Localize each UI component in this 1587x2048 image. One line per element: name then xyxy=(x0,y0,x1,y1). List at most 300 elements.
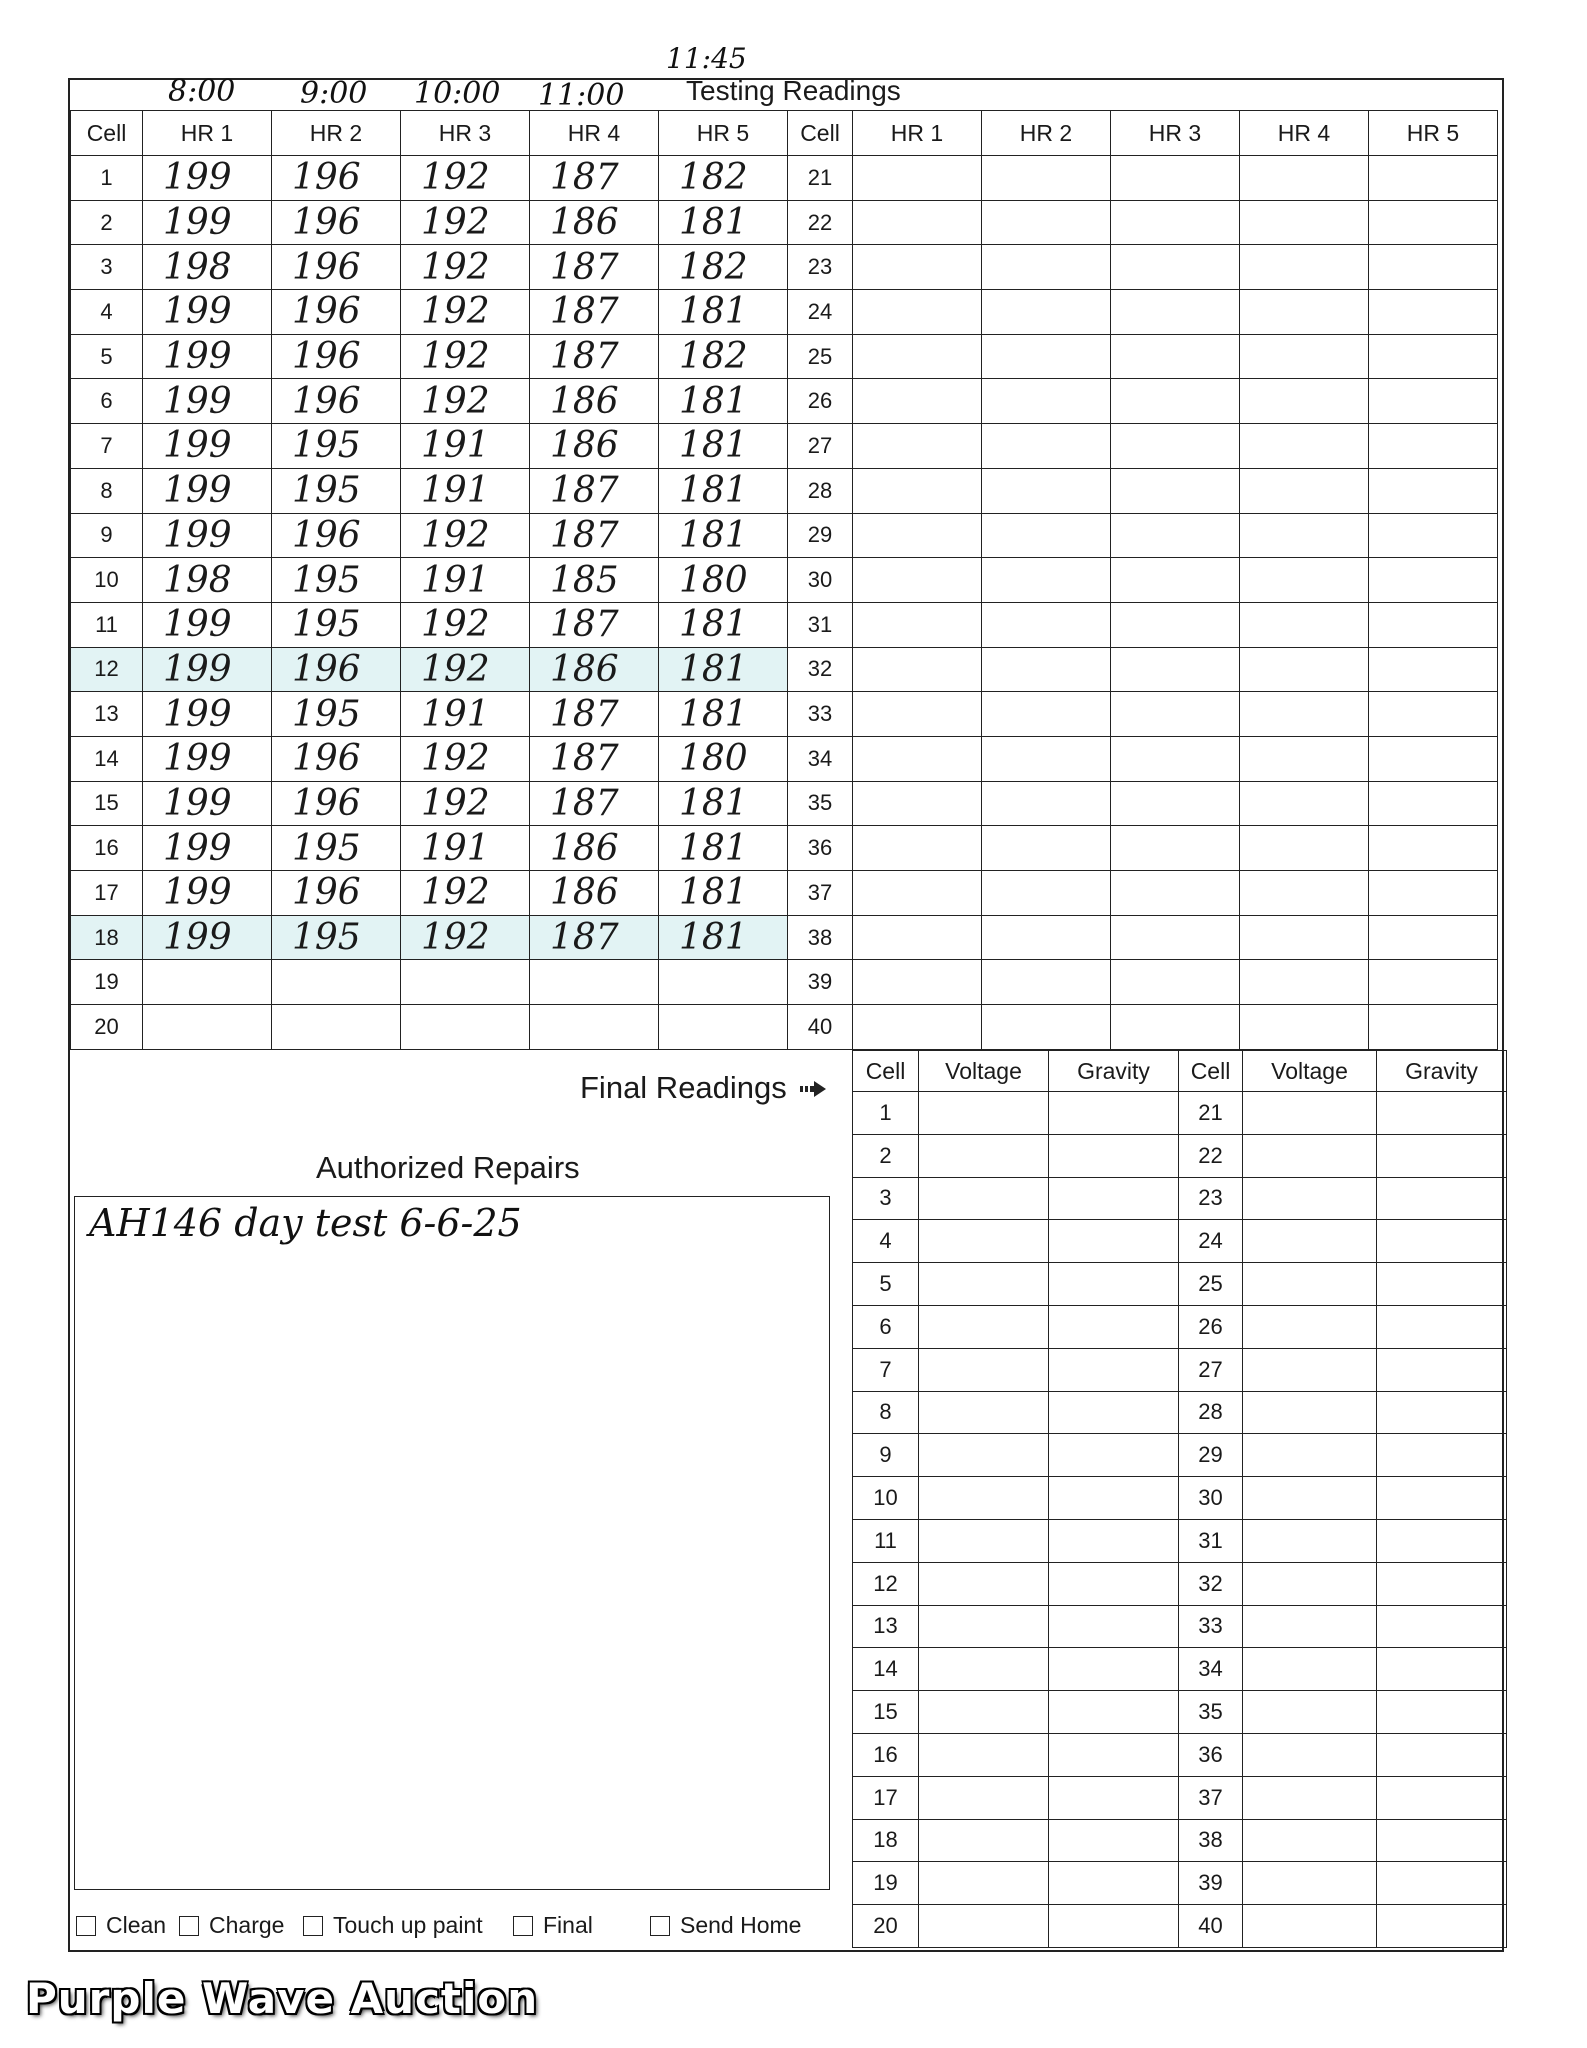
reading-value[interactable]: 181 xyxy=(659,871,788,916)
reading-value[interactable]: 192 xyxy=(401,245,530,290)
reading-value[interactable] xyxy=(143,960,272,1005)
reading-value[interactable]: 199 xyxy=(143,513,272,558)
reading-value[interactable] xyxy=(919,1691,1049,1734)
reading-value[interactable]: 196 xyxy=(272,647,401,692)
reading-value[interactable] xyxy=(1240,826,1369,871)
reading-value[interactable] xyxy=(272,960,401,1005)
reading-value[interactable] xyxy=(1243,1691,1377,1734)
reading-value[interactable] xyxy=(1049,1220,1179,1263)
reading-value[interactable] xyxy=(1243,1348,1377,1391)
reading-value[interactable] xyxy=(1049,1519,1179,1562)
reading-value[interactable] xyxy=(1240,871,1369,916)
reading-value[interactable] xyxy=(1377,1776,1507,1819)
reading-value[interactable] xyxy=(982,960,1111,1005)
reading-value[interactable] xyxy=(853,826,982,871)
reading-value[interactable] xyxy=(1243,1562,1377,1605)
reading-value[interactable] xyxy=(1243,1905,1377,1948)
reading-value[interactable] xyxy=(1243,1776,1377,1819)
reading-value[interactable]: 199 xyxy=(143,334,272,379)
reading-value[interactable] xyxy=(1377,1391,1507,1434)
reading-value[interactable] xyxy=(1111,960,1240,1005)
reading-value[interactable] xyxy=(1377,1134,1507,1177)
reading-value[interactable] xyxy=(853,245,982,290)
reading-value[interactable] xyxy=(853,290,982,335)
reading-value[interactable] xyxy=(1377,1905,1507,1948)
reading-value[interactable]: 181 xyxy=(659,379,788,424)
checkbox-final[interactable]: Final xyxy=(513,1912,593,1939)
reading-value[interactable] xyxy=(659,1005,788,1050)
reading-value[interactable] xyxy=(1240,1005,1369,1050)
reading-value[interactable] xyxy=(1243,1092,1377,1135)
reading-value[interactable]: 181 xyxy=(659,468,788,513)
reading-value[interactable] xyxy=(1111,513,1240,558)
reading-value[interactable] xyxy=(1243,1177,1377,1220)
reading-value[interactable] xyxy=(919,1562,1049,1605)
reading-value[interactable]: 187 xyxy=(530,692,659,737)
reading-value[interactable] xyxy=(982,647,1111,692)
reading-value[interactable] xyxy=(1369,960,1498,1005)
reading-value[interactable] xyxy=(919,1648,1049,1691)
reading-value[interactable]: 195 xyxy=(272,692,401,737)
reading-value[interactable]: 187 xyxy=(530,915,659,960)
reading-value[interactable]: 195 xyxy=(272,602,401,647)
checkbox-square[interactable] xyxy=(650,1916,670,1936)
cell-number: 16 xyxy=(853,1733,919,1776)
reading-value[interactable] xyxy=(1240,915,1369,960)
reading-value[interactable] xyxy=(982,915,1111,960)
reading-value[interactable] xyxy=(1377,1648,1507,1691)
reading-value[interactable] xyxy=(1369,647,1498,692)
reading-value[interactable] xyxy=(1240,290,1369,335)
reading-value[interactable]: 192 xyxy=(401,647,530,692)
reading-value[interactable]: 196 xyxy=(272,334,401,379)
reading-value[interactable] xyxy=(919,1519,1049,1562)
reading-value[interactable] xyxy=(1377,1819,1507,1862)
reading-value[interactable] xyxy=(1049,1134,1179,1177)
reading-value[interactable] xyxy=(1369,1005,1498,1050)
reading-value[interactable] xyxy=(1377,1305,1507,1348)
reading-value[interactable]: 186 xyxy=(530,200,659,245)
reading-value[interactable]: 192 xyxy=(401,736,530,781)
reading-value[interactable] xyxy=(1369,290,1498,335)
reading-value[interactable] xyxy=(1369,245,1498,290)
reading-value[interactable]: 192 xyxy=(401,334,530,379)
reading-value[interactable] xyxy=(1243,1305,1377,1348)
reading-value[interactable] xyxy=(853,692,982,737)
reading-value[interactable] xyxy=(1049,1305,1179,1348)
reading-value[interactable] xyxy=(1111,558,1240,603)
reading-value[interactable] xyxy=(1111,334,1240,379)
reading-value[interactable]: 192 xyxy=(401,379,530,424)
reading-value[interactable]: 199 xyxy=(143,781,272,826)
reading-value[interactable] xyxy=(1049,1819,1179,1862)
reading-value[interactable]: 187 xyxy=(530,290,659,335)
reading-value[interactable] xyxy=(1240,379,1369,424)
reading-value[interactable] xyxy=(272,1005,401,1050)
reading-value[interactable] xyxy=(1369,156,1498,201)
reading-value[interactable]: 191 xyxy=(401,424,530,469)
reading-value[interactable] xyxy=(1111,647,1240,692)
cell-number: 39 xyxy=(788,960,853,1005)
reading-value[interactable] xyxy=(919,1092,1049,1135)
reading-value[interactable] xyxy=(1369,871,1498,916)
reading-value[interactable]: 181 xyxy=(659,513,788,558)
reading-value[interactable] xyxy=(1111,602,1240,647)
reading-value[interactable] xyxy=(1369,826,1498,871)
reading-value[interactable] xyxy=(1369,915,1498,960)
reading-value[interactable] xyxy=(853,379,982,424)
reading-value[interactable]: 195 xyxy=(272,826,401,871)
reading-value[interactable] xyxy=(919,1819,1049,1862)
reading-value[interactable] xyxy=(853,647,982,692)
reading-value[interactable] xyxy=(659,960,788,1005)
reading-value[interactable] xyxy=(1240,245,1369,290)
reading-value[interactable] xyxy=(1369,379,1498,424)
reading-value[interactable] xyxy=(1049,1391,1179,1434)
reading-value[interactable] xyxy=(1111,156,1240,201)
reading-value[interactable]: 192 xyxy=(401,602,530,647)
checkbox-square[interactable] xyxy=(179,1916,199,1936)
reading-value[interactable] xyxy=(853,513,982,558)
reading-value[interactable] xyxy=(1377,1519,1507,1562)
reading-value[interactable] xyxy=(919,1305,1049,1348)
reading-value[interactable] xyxy=(1377,1605,1507,1648)
cell-number: 28 xyxy=(788,468,853,513)
reading-value[interactable]: 195 xyxy=(272,468,401,513)
reading-value[interactable]: 199 xyxy=(143,379,272,424)
reading-value[interactable]: 186 xyxy=(530,379,659,424)
reading-value[interactable] xyxy=(1111,468,1240,513)
reading-value[interactable] xyxy=(1049,1177,1179,1220)
reading-value[interactable] xyxy=(853,602,982,647)
reading-value[interactable]: 180 xyxy=(659,558,788,603)
cell-number: 18 xyxy=(71,915,143,960)
reading-value[interactable] xyxy=(1049,1733,1179,1776)
reading-value[interactable]: 191 xyxy=(401,826,530,871)
reading-value[interactable]: 199 xyxy=(143,826,272,871)
reading-value[interactable]: 196 xyxy=(272,245,401,290)
reading-value[interactable] xyxy=(1111,781,1240,826)
reading-value[interactable]: 192 xyxy=(401,871,530,916)
reading-value[interactable] xyxy=(530,960,659,1005)
reading-value[interactable] xyxy=(401,1005,530,1050)
reading-value[interactable]: 192 xyxy=(401,915,530,960)
reading-value[interactable]: 187 xyxy=(530,468,659,513)
reading-value[interactable] xyxy=(1377,1562,1507,1605)
checkbox-square[interactable] xyxy=(513,1916,533,1936)
cell-number: 10 xyxy=(71,558,143,603)
table-row xyxy=(853,1562,1507,1605)
reading-value[interactable] xyxy=(982,736,1111,781)
reading-value[interactable]: 196 xyxy=(272,156,401,201)
reading-value[interactable] xyxy=(1243,1605,1377,1648)
reading-value[interactable] xyxy=(1049,1648,1179,1691)
reading-value[interactable] xyxy=(919,1733,1049,1776)
reading-value[interactable] xyxy=(1049,1477,1179,1520)
reading-value[interactable]: 199 xyxy=(143,871,272,916)
reading-value[interactable]: 195 xyxy=(272,558,401,603)
reading-value[interactable] xyxy=(1240,647,1369,692)
reading-value[interactable]: 186 xyxy=(530,871,659,916)
reading-value[interactable] xyxy=(1369,692,1498,737)
reading-value[interactable] xyxy=(1369,781,1498,826)
reading-value[interactable]: 196 xyxy=(272,513,401,558)
reading-value[interactable]: 198 xyxy=(143,558,272,603)
reading-value[interactable] xyxy=(530,1005,659,1050)
reading-value[interactable] xyxy=(982,156,1111,201)
reading-value[interactable]: 186 xyxy=(530,424,659,469)
reading-value[interactable] xyxy=(919,1605,1049,1648)
reading-value[interactable]: 187 xyxy=(530,245,659,290)
checkbox-charge[interactable]: Charge xyxy=(179,1912,284,1939)
reading-value[interactable] xyxy=(143,1005,272,1050)
reading-value[interactable]: 181 xyxy=(659,602,788,647)
reading-value[interactable]: 187 xyxy=(530,781,659,826)
reading-value[interactable] xyxy=(982,290,1111,335)
reading-value[interactable]: 196 xyxy=(272,379,401,424)
reading-value[interactable] xyxy=(1111,200,1240,245)
checkbox-square[interactable] xyxy=(303,1916,323,1936)
checkbox-touch-up-paint[interactable]: Touch up paint xyxy=(303,1912,483,1939)
reading-value[interactable] xyxy=(1111,871,1240,916)
reading-value[interactable] xyxy=(1243,1519,1377,1562)
reading-value[interactable] xyxy=(853,156,982,201)
reading-value[interactable] xyxy=(1049,1776,1179,1819)
reading-value[interactable] xyxy=(1243,1733,1377,1776)
reading-value[interactable] xyxy=(982,826,1111,871)
reading-value[interactable] xyxy=(1240,200,1369,245)
reading-value[interactable] xyxy=(1049,1348,1179,1391)
reading-value[interactable]: 199 xyxy=(143,468,272,513)
reading-value[interactable] xyxy=(1369,602,1498,647)
reading-value[interactable] xyxy=(919,1776,1049,1819)
reading-value[interactable]: 195 xyxy=(272,424,401,469)
authorized-repairs-box[interactable] xyxy=(74,1196,830,1890)
reading-value[interactable]: 187 xyxy=(530,736,659,781)
reading-value[interactable] xyxy=(1111,915,1240,960)
reading-value[interactable]: 196 xyxy=(272,871,401,916)
reading-value[interactable] xyxy=(1369,334,1498,379)
reading-value[interactable] xyxy=(1377,1862,1507,1905)
reading-value[interactable] xyxy=(1243,1220,1377,1263)
reading-value[interactable]: 198 xyxy=(143,245,272,290)
reading-value[interactable] xyxy=(1111,736,1240,781)
reading-value[interactable]: 191 xyxy=(401,558,530,603)
reading-value[interactable]: 186 xyxy=(530,826,659,871)
reading-value[interactable] xyxy=(1049,1092,1179,1135)
reading-value[interactable] xyxy=(1377,1348,1507,1391)
reading-value[interactable]: 196 xyxy=(272,781,401,826)
reading-value[interactable]: 187 xyxy=(530,156,659,201)
reading-value[interactable] xyxy=(1111,290,1240,335)
reading-value[interactable] xyxy=(1240,156,1369,201)
reading-value[interactable] xyxy=(401,960,530,1005)
reading-value[interactable] xyxy=(982,200,1111,245)
reading-value[interactable] xyxy=(1240,602,1369,647)
reading-value[interactable] xyxy=(1240,334,1369,379)
reading-value[interactable] xyxy=(919,1220,1049,1263)
cell-number: 10 xyxy=(853,1477,919,1520)
reading-value[interactable]: 199 xyxy=(143,602,272,647)
reading-value[interactable] xyxy=(1243,1434,1377,1477)
reading-value[interactable] xyxy=(1240,513,1369,558)
reading-value[interactable]: 191 xyxy=(401,692,530,737)
reading-value[interactable] xyxy=(853,1005,982,1050)
reading-value[interactable]: 199 xyxy=(143,424,272,469)
reading-value[interactable] xyxy=(853,781,982,826)
checkbox-clean[interactable]: Clean xyxy=(76,1912,166,1939)
reading-value[interactable]: 192 xyxy=(401,513,530,558)
reading-value[interactable]: 192 xyxy=(401,781,530,826)
reading-value[interactable] xyxy=(1369,736,1498,781)
reading-value[interactable] xyxy=(982,602,1111,647)
reading-value[interactable] xyxy=(853,915,982,960)
reading-value[interactable] xyxy=(1369,200,1498,245)
reading-value[interactable]: 185 xyxy=(530,558,659,603)
reading-value[interactable]: 182 xyxy=(659,334,788,379)
reading-value[interactable] xyxy=(919,1862,1049,1905)
reading-value[interactable] xyxy=(982,468,1111,513)
reading-value[interactable] xyxy=(919,1263,1049,1306)
reading-value[interactable] xyxy=(982,1005,1111,1050)
reading-value[interactable]: 199 xyxy=(143,200,272,245)
reading-value[interactable] xyxy=(919,1477,1049,1520)
reading-value[interactable] xyxy=(1111,826,1240,871)
reading-value[interactable]: 182 xyxy=(659,245,788,290)
reading-value[interactable] xyxy=(1369,424,1498,469)
reading-value[interactable]: 187 xyxy=(530,334,659,379)
reading-value[interactable] xyxy=(1243,1263,1377,1306)
reading-value[interactable] xyxy=(853,424,982,469)
reading-value[interactable]: 199 xyxy=(143,290,272,335)
reading-value[interactable]: 181 xyxy=(659,781,788,826)
reading-value[interactable] xyxy=(982,871,1111,916)
reading-value[interactable]: 199 xyxy=(143,156,272,201)
reading-value[interactable]: 186 xyxy=(530,647,659,692)
reading-value[interactable] xyxy=(1111,692,1240,737)
reading-value[interactable] xyxy=(853,871,982,916)
checkbox-square[interactable] xyxy=(76,1916,96,1936)
reading-value[interactable] xyxy=(1377,1733,1507,1776)
reading-value[interactable]: 181 xyxy=(659,647,788,692)
reading-value[interactable]: 199 xyxy=(143,736,272,781)
reading-value[interactable]: 181 xyxy=(659,692,788,737)
reading-value[interactable] xyxy=(1049,1862,1179,1905)
reading-value[interactable]: 181 xyxy=(659,200,788,245)
reading-value[interactable] xyxy=(1369,468,1498,513)
reading-value[interactable] xyxy=(1377,1220,1507,1263)
reading-value[interactable] xyxy=(1377,1177,1507,1220)
reading-value[interactable] xyxy=(1369,558,1498,603)
reading-value[interactable] xyxy=(1049,1605,1179,1648)
reading-value[interactable] xyxy=(919,1134,1049,1177)
reading-value[interactable] xyxy=(982,424,1111,469)
reading-value[interactable]: 196 xyxy=(272,200,401,245)
reading-value[interactable] xyxy=(1240,736,1369,781)
reading-value[interactable] xyxy=(853,334,982,379)
reading-value[interactable] xyxy=(853,200,982,245)
reading-value[interactable] xyxy=(1240,960,1369,1005)
reading-value[interactable] xyxy=(1240,781,1369,826)
reading-value[interactable]: 196 xyxy=(272,736,401,781)
reading-value[interactable] xyxy=(853,960,982,1005)
reading-value[interactable] xyxy=(1111,424,1240,469)
reading-value[interactable]: 181 xyxy=(659,826,788,871)
table-row xyxy=(71,602,1498,647)
reading-value[interactable] xyxy=(1377,1691,1507,1734)
reading-value[interactable] xyxy=(1369,513,1498,558)
reading-value[interactable]: 187 xyxy=(530,513,659,558)
reading-value[interactable] xyxy=(1377,1434,1507,1477)
reading-value[interactable] xyxy=(853,468,982,513)
reading-value[interactable] xyxy=(1377,1092,1507,1135)
reading-value[interactable]: 182 xyxy=(659,156,788,201)
reading-value[interactable]: 199 xyxy=(143,915,272,960)
reading-value[interactable] xyxy=(1377,1477,1507,1520)
reading-value[interactable] xyxy=(1049,1562,1179,1605)
reading-value[interactable] xyxy=(1243,1134,1377,1177)
reading-value[interactable] xyxy=(1243,1819,1377,1862)
reading-value[interactable] xyxy=(1111,379,1240,424)
reading-value[interactable] xyxy=(982,692,1111,737)
cell-number: 39 xyxy=(1179,1862,1243,1905)
reading-value[interactable] xyxy=(919,1434,1049,1477)
reading-value[interactable]: 199 xyxy=(143,647,272,692)
reading-value[interactable]: 181 xyxy=(659,424,788,469)
reading-value[interactable] xyxy=(1111,1005,1240,1050)
reading-value[interactable]: 181 xyxy=(659,290,788,335)
reading-value[interactable] xyxy=(919,1391,1049,1434)
reading-value[interactable] xyxy=(1240,468,1369,513)
reading-value[interactable] xyxy=(1049,1263,1179,1306)
reading-value[interactable] xyxy=(1243,1862,1377,1905)
reading-value[interactable] xyxy=(982,334,1111,379)
reading-value[interactable] xyxy=(919,1348,1049,1391)
reading-value[interactable] xyxy=(982,245,1111,290)
reading-value[interactable] xyxy=(982,513,1111,558)
reading-value[interactable] xyxy=(1243,1391,1377,1434)
checkbox-send-home[interactable]: Send Home xyxy=(650,1912,801,1939)
reading-value[interactable] xyxy=(1240,558,1369,603)
reading-value[interactable]: 199 xyxy=(143,692,272,737)
reading-value[interactable] xyxy=(1243,1648,1377,1691)
reading-value[interactable] xyxy=(1049,1691,1179,1734)
reading-value[interactable]: 192 xyxy=(401,290,530,335)
reading-value[interactable] xyxy=(919,1177,1049,1220)
reading-value[interactable]: 180 xyxy=(659,736,788,781)
reading-value[interactable] xyxy=(982,781,1111,826)
reading-value[interactable] xyxy=(1111,245,1240,290)
reading-value[interactable] xyxy=(1240,424,1369,469)
reading-value[interactable] xyxy=(1377,1263,1507,1306)
reading-value[interactable]: 192 xyxy=(401,200,530,245)
reading-value[interactable] xyxy=(982,558,1111,603)
reading-value[interactable] xyxy=(919,1905,1049,1948)
reading-value[interactable] xyxy=(982,379,1111,424)
reading-value[interactable]: 181 xyxy=(659,915,788,960)
reading-value[interactable]: 192 xyxy=(401,156,530,201)
reading-value[interactable] xyxy=(853,736,982,781)
reading-value[interactable]: 195 xyxy=(272,915,401,960)
reading-value[interactable]: 187 xyxy=(530,602,659,647)
reading-value[interactable] xyxy=(853,558,982,603)
reading-value[interactable] xyxy=(1049,1434,1179,1477)
reading-value[interactable] xyxy=(1240,692,1369,737)
reading-value[interactable] xyxy=(1049,1905,1179,1948)
reading-value[interactable]: 196 xyxy=(272,290,401,335)
reading-value[interactable]: 191 xyxy=(401,468,530,513)
reading-value[interactable] xyxy=(1243,1477,1377,1520)
